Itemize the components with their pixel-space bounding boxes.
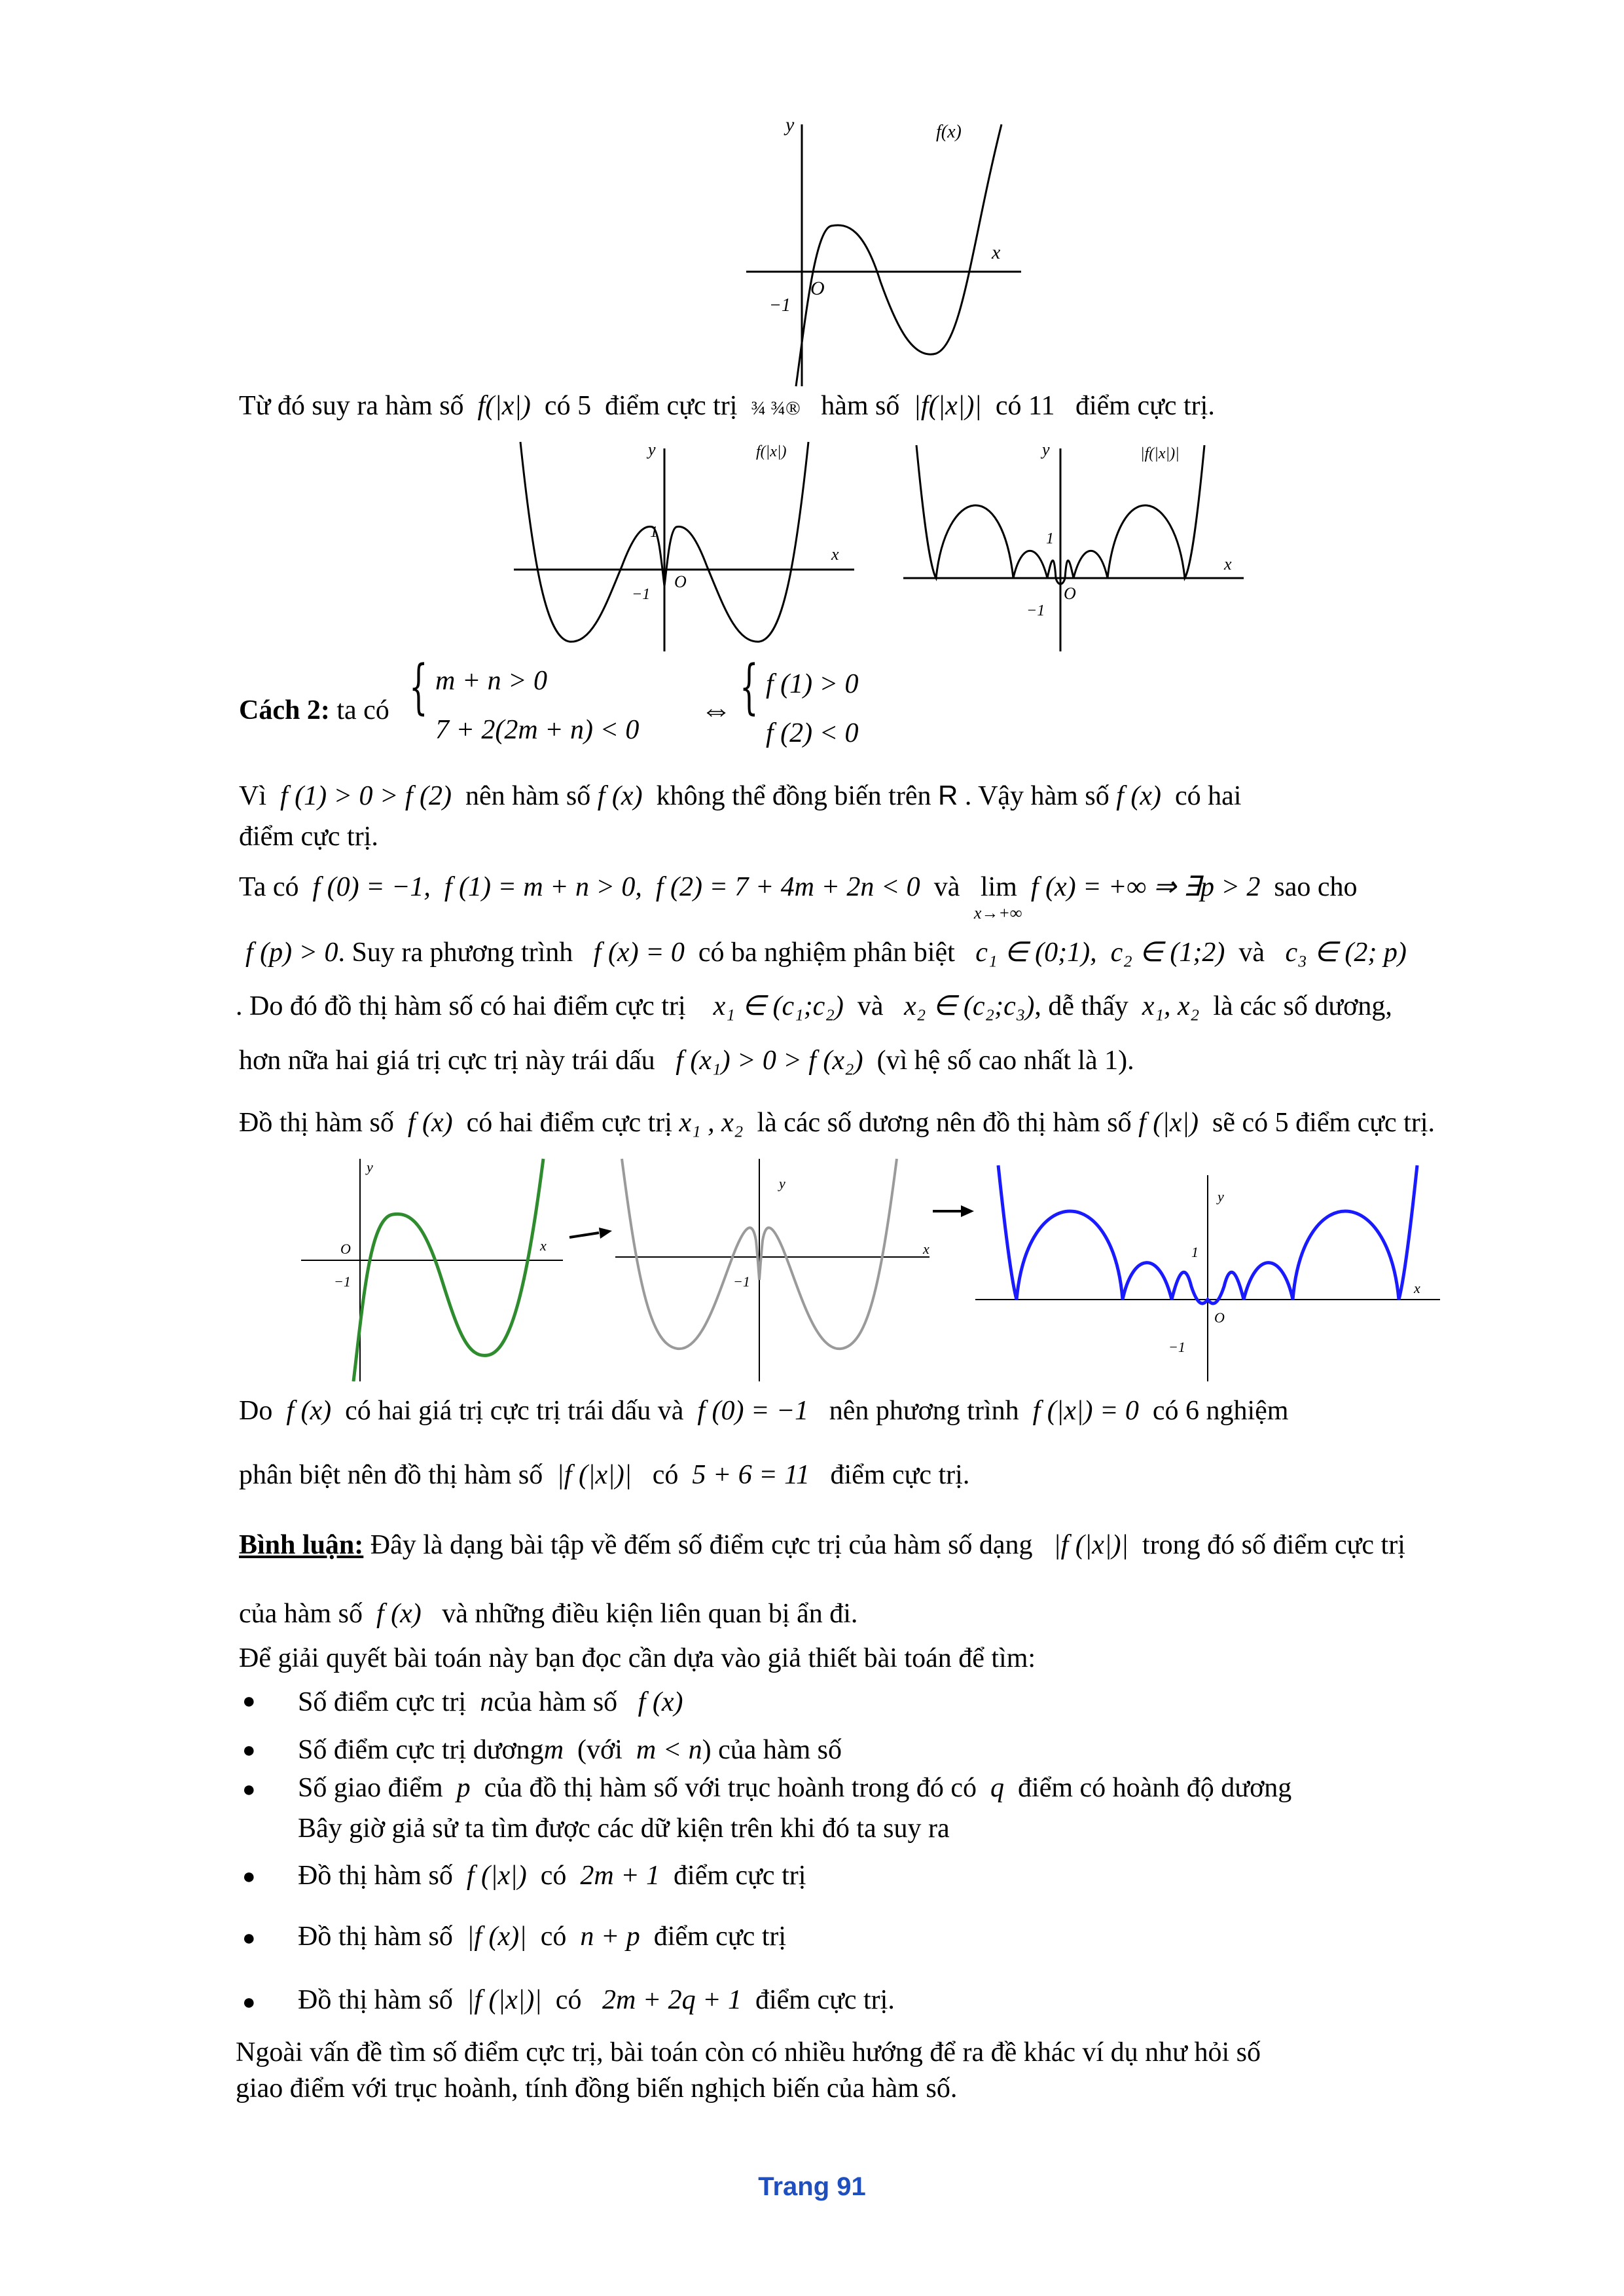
f-label: f(|x|) [756, 443, 787, 460]
bullet-5: Đồ thị hàm số |f (x)| có n + p điểm cực trị [298, 1922, 787, 1952]
para-taco-line2: f (p) > 0. Suy ra phương trình f (x) = 0 có ba nghiệm phân biệt c₁ ∈ (0;1), c₂ ∈ (1;2) và c₃ ∈ (2; p) [245, 938, 1407, 968]
minus1-label: −1 [1168, 1339, 1185, 1355]
para-taco-line1: Ta có f (0) = −1, f (1) = m + n > 0, f (2) = 7 + 4m + 2n < 0 và lim x→+∞ f (x) = +∞ ⇒ ∃p > 2 sao cho [239, 872, 1358, 922]
one-label: 1 [650, 524, 658, 541]
y-label: y [1042, 440, 1050, 459]
bullet-dot-6: ● [242, 1990, 256, 2014]
bullet-dot-4: ● [242, 1865, 256, 1889]
arrow-2 [933, 1205, 974, 1217]
minus1-label: −1 [632, 586, 651, 603]
f-label: f(x) [936, 122, 962, 142]
origin-label: O [1214, 1309, 1225, 1326]
bullet-2: Số điểm cực trị dươngm (với m < n) của hàm số [298, 1735, 842, 1765]
page-number: Trang 91 [758, 2172, 866, 2201]
sys1-line1: m + n > 0 [435, 666, 548, 696]
x-label: x [540, 1237, 547, 1254]
minus1-label: −1 [1026, 602, 1045, 619]
y-label: y [1218, 1188, 1224, 1205]
origin-label: O [810, 278, 825, 299]
x-label: x [831, 545, 839, 564]
sys1-line2: 7 + 2(2m + n) < 0 [435, 715, 640, 745]
equiv-symbol: ⇔ [700, 693, 732, 727]
para-do-line2: phân biệt nên đồ thị hàm số |f (|x|)| có 5 + 6 = 11 điểm cực trị. [239, 1460, 970, 1490]
para-do-line1: Do f (x) có hai giá trị cực trị trái dấu và f (0) = −1 nên phương trình f (|x|) = 0 có 6 nghiệm [239, 1396, 1289, 1426]
panel-f-x [301, 1159, 563, 1381]
origin-label: O [1064, 584, 1076, 603]
one-label: 1 [1046, 530, 1054, 547]
brace-left-1: { [409, 653, 428, 721]
closing-line1: Ngoài vấn đề tìm số điểm cực trị, bài toán còn có nhiều hướng để ra đề khác ví dụ như hỏi số [236, 2037, 1261, 2068]
cach2-intro: Cách 2: ta có [239, 695, 389, 725]
para-vi: Vì f (1) > 0 > f (2) nên hàm số f (x) không thể đồng biến trên R . Vậy hàm số f (x) có hai [239, 780, 1242, 811]
binhluan-line3: Để giải quyết bài toán này bạn đọc cần dựa vào giả thiết bài toán để tìm: [239, 1643, 1036, 1673]
f-label: |f(|x|)| [1140, 445, 1180, 462]
origin-label: O [340, 1241, 351, 1257]
x-label: x [923, 1241, 929, 1257]
bullet-4: Đồ thị hàm số f (|x|) có 2m + 1 điểm cực trị [298, 1861, 806, 1891]
panel-abs-f-abs-x [975, 1165, 1440, 1381]
x-label: x [1224, 555, 1232, 574]
bullet-1: Số điểm cực trị ncủa hàm số f (x) [298, 1687, 683, 1717]
figure-abs-f-abs-x [897, 435, 1250, 661]
binhluan-line1: Bình luận: Đây là dạng bài tập về đếm số điểm cực trị của hàm số dạng |f (|x|)| trong đó số điểm cực trị [239, 1530, 1405, 1560]
line-suy-ra: Từ đó suy ra hàm số f(|x|) có 5 điểm cực trị ¾ ¾® hàm số |f(|x|)| có 11 điểm cực trị. [239, 391, 1215, 421]
y-label: y [648, 440, 656, 459]
bullet-3-line2: Bây giờ giả sử ta tìm được các dữ kiện trên khi đó ta suy ra [298, 1813, 950, 1844]
bullet-dot-1: ● [242, 1689, 256, 1713]
arrow-1 [569, 1228, 612, 1239]
sys2-line1: f (1) > 0 [766, 669, 859, 699]
x-label: x [992, 242, 1001, 263]
para-taco-line4: hơn nữa hai giá trị cực trị này trái dấu f (x₁) > 0 > f (x₂) (vì hệ số cao nhất là 1). [239, 1046, 1134, 1076]
minus1-label: −1 [733, 1273, 750, 1290]
minus1-label: −1 [769, 295, 791, 316]
bullet-dot-2: ● [242, 1738, 256, 1762]
panel-f-abs-x [615, 1159, 929, 1381]
sys2-line2: f (2) < 0 [766, 718, 859, 748]
y-label: y [779, 1175, 785, 1192]
one-label: 1 [1191, 1244, 1199, 1260]
para-vi-line2: điểm cực trị. [239, 822, 378, 852]
brace-left-2: { [740, 653, 759, 721]
figure-f-graph [733, 111, 1034, 399]
bullet-6: Đồ thị hàm số |f (|x|)| có 2m + 2q + 1 điểm cực trị. [298, 1985, 895, 2015]
figure-f-abs-x [507, 435, 861, 661]
para-dothi: Đồ thị hàm số f (x) có hai điểm cực trị x₁ , x₂ là các số dương nên đồ thị hàm số f (|x|) sẽ có 5 điểm cực trị. [239, 1108, 1435, 1138]
figure-transform-sequence [301, 1156, 1453, 1385]
green-curve [353, 1159, 543, 1381]
f-curve [796, 124, 1001, 386]
y-label: y [785, 114, 795, 136]
bullet-dot-5: ● [242, 1926, 256, 1950]
x-label: x [1414, 1280, 1420, 1296]
bullet-dot-3: ● [242, 1777, 256, 1802]
minus1-label: −1 [334, 1273, 351, 1290]
closing-line2: giao điểm với trục hoành, tính đồng biến nghịch biến của hàm số. [236, 2073, 958, 2104]
y-label: y [367, 1159, 373, 1175]
binhluan-line2: của hàm số f (x) và những điều kiện liên quan bị ẩn đi. [239, 1599, 858, 1629]
para-taco-line3: . Do đó đồ thị hàm số có hai điểm cực trị x₁ ∈ (c₁;c₂) và x₂ ∈ (c₂;c₃), dễ thấy x₁, x₂ là các số dương, [236, 991, 1392, 1021]
bullet-3: Số giao điểm p của đồ thị hàm số với trục hoành trong đó có q điểm có hoành độ dương [298, 1773, 1292, 1803]
origin-label: O [674, 572, 687, 591]
